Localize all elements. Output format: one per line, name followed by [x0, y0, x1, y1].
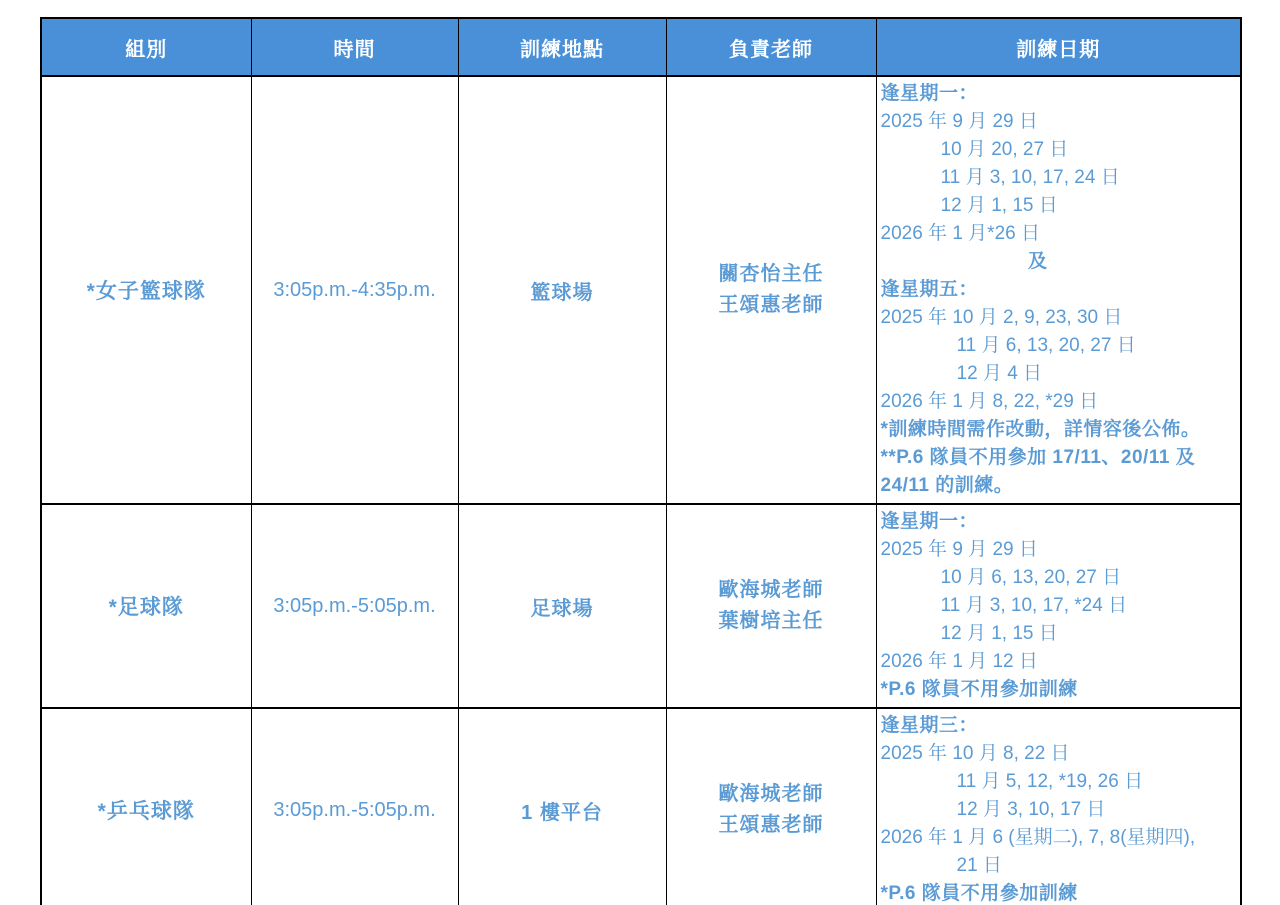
- training-schedule-table: [40, 17, 1242, 905]
- dates-cell: [876, 504, 1241, 708]
- header-location: 訓練地點: [458, 18, 666, 76]
- time-cell: 3:05p.m.-5:05p.m.: [251, 504, 458, 708]
- date-line: 12 月 4 日: [956, 363, 1043, 384]
- time-cell: 3:05p.m.-5:05p.m.: [251, 708, 458, 905]
- table-row: [41, 708, 1241, 905]
- date-line: 2025 年 9 月 29 日: [880, 111, 1038, 132]
- date-line: 及: [1027, 251, 1048, 272]
- time-cell: 3:05p.m.-4:35p.m.: [251, 76, 458, 504]
- header-teacher: 負責老師: [666, 18, 876, 76]
- date-line: 逢星期一：: [880, 83, 979, 104]
- date-line: 2025 年 10 月 2, 9, 23, 30 日: [880, 307, 1123, 328]
- table-header-row: [41, 18, 1241, 76]
- date-line: 2026 年 1 月 8, 22, *29 日: [880, 391, 1099, 412]
- group-cell: *女子籃球隊: [41, 76, 251, 504]
- location-cell: 足球場: [458, 504, 666, 708]
- date-line: 2026 年 1 月*26 日: [880, 223, 1040, 244]
- header-dates: 訓練日期: [876, 18, 1241, 76]
- date-line: 11 月 3, 10, 17, 24 日: [940, 167, 1120, 188]
- group-cell: *乒乓球隊: [41, 708, 251, 905]
- table-row: [41, 76, 1241, 504]
- date-line: *P.6 隊員不用參加訓練: [880, 883, 1078, 904]
- date-line: 逢星期一：: [880, 511, 979, 532]
- location-cell: 籃球場: [458, 76, 666, 504]
- dates-cell: [876, 76, 1241, 504]
- date-line: 逢星期三：: [880, 715, 979, 736]
- date-line: 12 月 1, 15 日: [940, 623, 1058, 644]
- date-line: 逢星期五：: [880, 279, 979, 300]
- teacher-name: 葉樹培主任: [718, 610, 824, 632]
- dates-cell: [876, 708, 1241, 905]
- teacher-name: 歐海城老師: [718, 783, 824, 805]
- teacher-name: 關杏怡主任: [718, 263, 824, 285]
- teacher-cell: [666, 708, 876, 905]
- date-line: 12 月 3, 10, 17 日: [956, 799, 1106, 820]
- header-group: 組別: [41, 18, 251, 76]
- date-line: **P.6 隊員不用參加 17/11、20/11 及 24/11 的訓練。: [880, 447, 1196, 496]
- date-line: 12 月 1, 15 日: [940, 195, 1058, 216]
- teacher-name: 王頌惠老師: [718, 294, 824, 316]
- date-line: 10 月 20, 27 日: [940, 139, 1069, 160]
- header-time: 時間: [251, 18, 458, 76]
- date-line: *P.6 隊員不用參加訓練: [880, 679, 1078, 700]
- table-body: [41, 76, 1241, 905]
- date-line: 21 日: [956, 855, 1002, 876]
- teacher-name: 王頌惠老師: [718, 814, 824, 836]
- teacher-cell: [666, 504, 876, 708]
- teacher-name: 歐海城老師: [718, 579, 824, 601]
- date-line: 2025 年 9 月 29 日: [880, 539, 1038, 560]
- date-line: 11 月 6, 13, 20, 27 日: [956, 335, 1136, 356]
- date-line: 11 月 3, 10, 17, *24 日: [940, 595, 1128, 616]
- group-cell: *足球隊: [41, 504, 251, 708]
- date-line: 2026 年 1 月 12 日: [880, 651, 1038, 672]
- date-line: 10 月 6, 13, 20, 27 日: [940, 567, 1122, 588]
- date-line: 11 月 5, 12, *19, 26 日: [956, 771, 1144, 792]
- table-row: [41, 504, 1241, 708]
- teacher-cell: [666, 76, 876, 504]
- date-line: 2025 年 10 月 8, 22 日: [880, 743, 1070, 764]
- date-line: 2026 年 1 月 6 (星期二), 7, 8(星期四),: [880, 827, 1196, 848]
- date-line: *訓練時間需作改動，詳情容後公佈。: [880, 419, 1201, 440]
- location-cell: 1 樓平台: [458, 708, 666, 905]
